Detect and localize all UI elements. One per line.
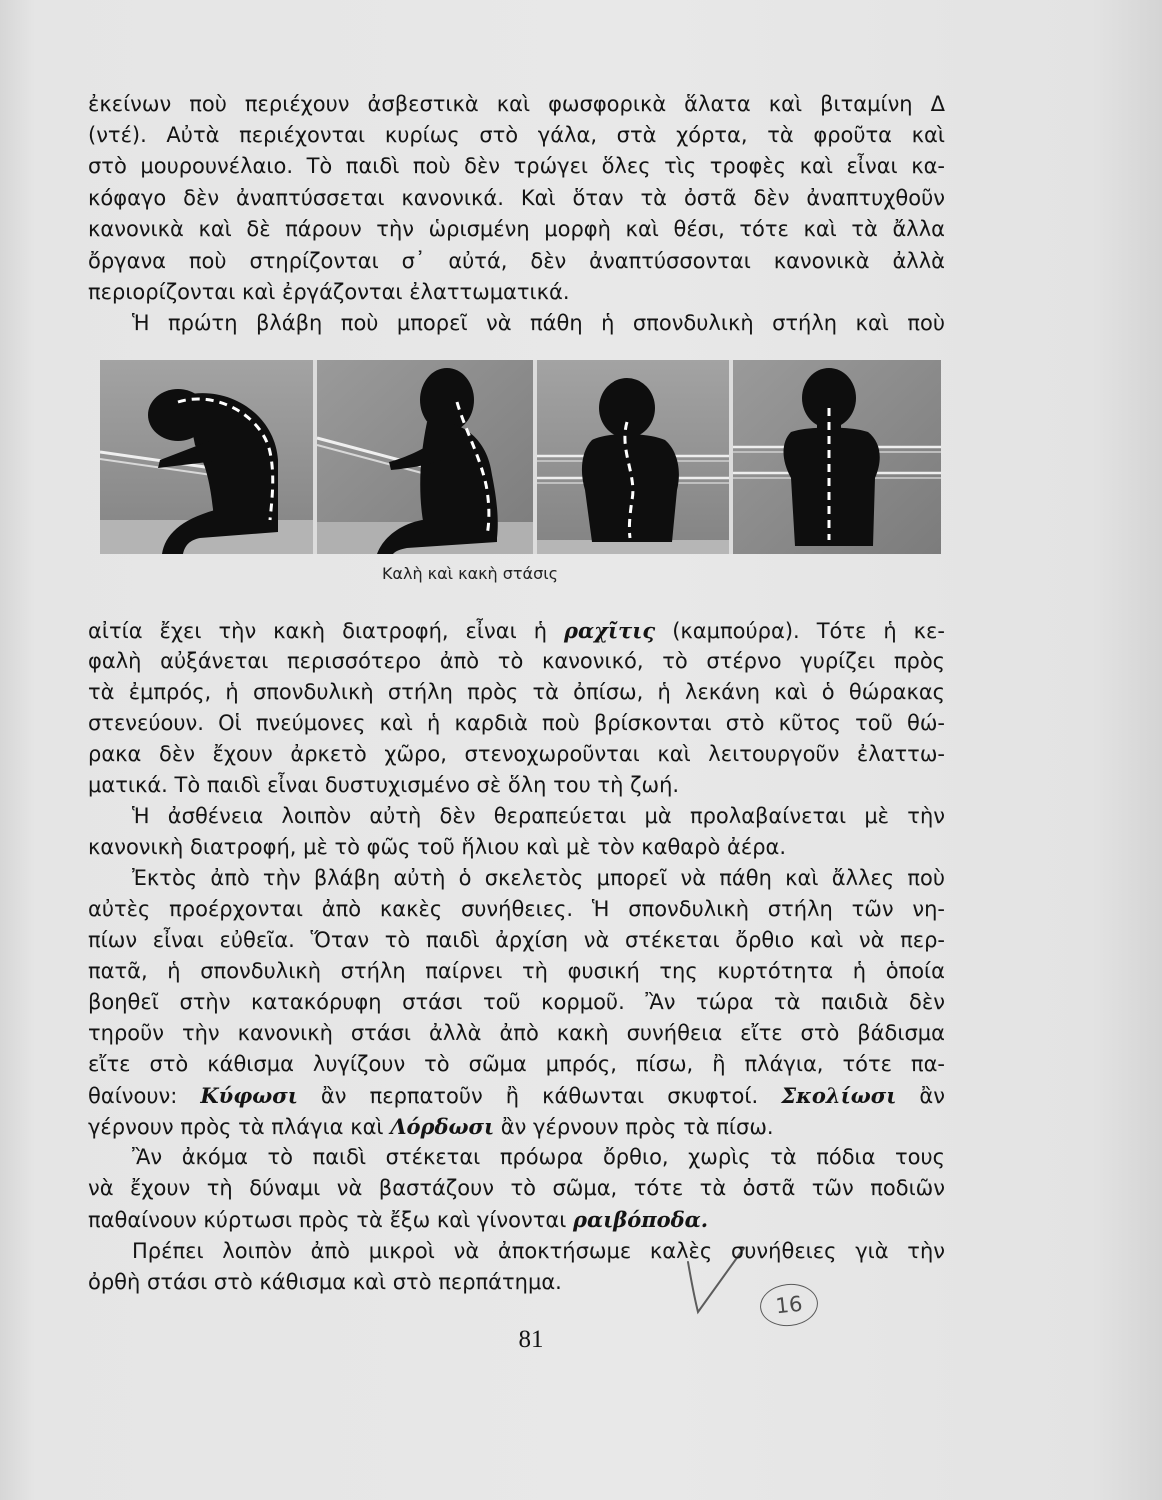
text-segment: ματικά. Τὸ παιδὶ εἶναι δυστυχισμένο σὲ ὅλη του τὴ ζωή. (88, 772, 680, 797)
text-segment: κανονικὰ καὶ δὲ πάρουν τὴν ὡρισμένη μορφὴ καὶ θέσι, τότε καὶ τὰ ἄλλα (88, 217, 945, 242)
handwritten-circled-number: 16 (758, 1281, 820, 1329)
text-line (88, 151, 945, 182)
torso (784, 428, 880, 547)
text-line (88, 214, 945, 245)
text-segment: κόφαγο δὲν ἀναπτύσσεται κανονικά. Καὶ ὅταν τὰ ὀστᾶ δὲν ἀναπτυχθοῦν (88, 185, 945, 210)
text-line (88, 863, 945, 894)
text-segment: ὄργανα ποὺ στηρίζονται σ᾽ αὐτά, δὲν ἀναπτύσσονται κανονικὰ ἀλλὰ (88, 248, 945, 273)
text-line (88, 1111, 945, 1142)
text-segment: παθαίνουν κύρτωσι πρὸς τὰ ἔξω καὶ γίνονται (88, 1208, 574, 1233)
text-line (88, 1142, 945, 1173)
text-segment: Ἡ πρώτη βλάβη ποὺ μπορεῖ νὰ πάθη ἡ σπονδυλικὴ στήλη καὶ ποὺ (132, 311, 945, 336)
bench (537, 540, 729, 554)
emphasized-term: Λόρδωσι (390, 1114, 495, 1140)
text-segment: βοηθεῖ στὴν κατακόρυφη στάσι τοῦ κορμοῦ. Ἂν τώρα τὰ παιδιὰ δὲν (88, 990, 945, 1015)
text-segment: νὰ ἔχουν τὴ δύναμι νὰ βαστάζουν τὸ σῶμα, τότε τὰ ὀστᾶ τῶν ποδιῶν (88, 1176, 945, 1201)
text-line (88, 1018, 945, 1049)
text-line (88, 183, 945, 214)
text-segment: πίων εἶναι εὐθεῖα. Ὅταν τὸ παιδὶ ἀρχίση νὰ στέκεται ὄρθιο καὶ νὰ περ- (88, 928, 945, 952)
photo-hunched-sitting (100, 360, 313, 554)
text-line (88, 925, 945, 956)
text-line (88, 1080, 945, 1111)
text-line (88, 894, 945, 925)
text-segment: Ἐκτὸς ἀπὸ τὴν βλάβη αὐτὴ ὁ σκελετὸς μπορεῖ νὰ πάθη καὶ ἄλλες ποὺ (132, 865, 945, 890)
figure-caption: Καλὴ καὶ κακὴ στάσις (381, 564, 559, 583)
text-segment: ἐκείνων ποὺ περιέχουν ἀσβεστικὰ καὶ φωσφορικὰ ἅλατα καὶ βιταμίνη Δ (88, 91, 945, 116)
page-number: 81 (518, 1326, 544, 1353)
text-segment: εἴτε στὸ κάθισμα λυγίζουν τὸ σῶμα μπρός, πίσω, ἢ πλάγια, τότε πα- (88, 1052, 945, 1077)
text-segment: Ἂν ἀκόμα τὸ παιδὶ στέκεται πρόωρα ὄρθιο, χωρὶς τὰ πόδια τους (132, 1145, 945, 1170)
emphasized-term: ραχῖτις (564, 617, 656, 643)
emphasized-term: Κύφωσι (200, 1083, 298, 1109)
photo-upright-sitting (317, 360, 533, 554)
text-segment: γέρνουν πρὸς τὰ πλάγια καὶ (88, 1115, 391, 1140)
text-line (88, 739, 945, 770)
text-segment: φαλὴ αὐξάνεται περισσότερο ἀπὸ τὸ κανονικό, τὸ στέρνο γυρίζει πρὸς (88, 648, 945, 673)
emphasized-term: ραιβόποδα. (573, 1207, 709, 1233)
head (802, 368, 856, 428)
text-segment: ἂν (896, 1084, 946, 1109)
text-line (88, 246, 945, 277)
text-segment: στὸ μουρουνέλαιο. Τὸ παιδὶ ποὺ δὲν τρώγει ὅλες τὶς τροφὲς καὶ εἶναι κα- (88, 154, 945, 179)
text-line (88, 677, 945, 708)
text-line (88, 987, 945, 1018)
text-line (88, 1173, 945, 1204)
text-line (88, 1204, 945, 1235)
text-segment: θαίνουν: (88, 1084, 201, 1109)
text-segment: (καμπούρα). Τότε ἡ κε- (655, 618, 945, 643)
text-line (88, 708, 945, 739)
text-line (88, 120, 945, 151)
text-line (88, 832, 945, 863)
text-segment: κανονικὴ διατροφή, μὲ τὸ φῶς τοῦ ἥλιου καὶ μὲ τὸν καθαρὸ ἀέρα. (88, 834, 787, 859)
posture-photographs (100, 360, 941, 554)
text-segment: στενεύουν. Οἱ πνεύμονες καὶ ἡ καρδιὰ ποὺ βρίσκονται στὸ κῦτος τοῦ θώ- (88, 710, 945, 735)
text-line (88, 89, 945, 120)
text-line (88, 277, 945, 308)
text-segment: περιορίζονται καὶ ἐργάζονται ἐλαττωματικά. (88, 279, 570, 304)
text-line (88, 646, 945, 677)
text-segment: ἂν γέρνουν πρὸς τὰ πίσω. (494, 1115, 774, 1140)
text-segment: ρακα δὲν ἔχουν ἀρκετὸ χῶρο, στενοχωροῦνται καὶ λειτουργοῦν ἐλαττω- (88, 741, 945, 766)
text-segment: (ντέ). Αὐτὰ περιέχονται κυρίως στὸ γάλα, στὰ χόρτα, τὰ φροῦτα καὶ (88, 122, 945, 147)
text-line (88, 1049, 945, 1080)
text-line (88, 1236, 945, 1267)
text-segment: ὀρθὴ στάσι στὸ κάθισμα καὶ στὸ περπάτημα. (88, 1269, 562, 1294)
text-segment: αἰτία ἔχει τὴν κακὴ διατροφή, εἶναι ἡ (88, 618, 565, 643)
photo-straight-spine-back (733, 360, 941, 554)
text-line (88, 1267, 945, 1298)
text-line (88, 308, 945, 339)
photo-curved-spine-back (537, 360, 729, 554)
text-line (88, 770, 945, 801)
text-segment: αὐτὲς προέρχονται ἀπὸ κακὲς συνήθειες. Ἡ σπονδυλικὴ στήλη τῶν νη- (88, 896, 945, 921)
text-segment: Πρέπει λοιπὸν ἀπὸ μικροὶ νὰ ἀποκτήσωμε καλὲς συνήθειες γιὰ τὴν (132, 1238, 945, 1263)
text-segment: ἂν περπατοῦν ἢ κάθωνται σκυφτοί. (297, 1084, 782, 1109)
text-segment: Ἡ ἀσθένεια λοιπὸν αὐτὴ δὲν θεραπεύεται μὰ προλαβαίνεται μὲ τὴν (132, 803, 945, 828)
emphasized-term: Σκολίωσι (781, 1083, 897, 1109)
text-segment: τηροῦν τὴν κανονικὴ στάσι ἀλλὰ ἀπὸ κακὴ συνήθεια εἴτε στὸ βάδισμα (88, 1021, 945, 1046)
text-line (88, 801, 945, 832)
text-line (88, 615, 945, 646)
text-segment: πατᾶ, ἡ σπονδυλικὴ στήλη παίρνει τὴ φυσική της κυρτότητα ἡ ὁποία (88, 959, 945, 984)
text-segment: τὰ ἐμπρός, ἡ σπονδυλικὴ στήλη πρὸς τὰ ὀπίσω, ἡ λεκάνη καὶ ὁ θώρακας (88, 679, 945, 704)
text-line (88, 956, 945, 987)
